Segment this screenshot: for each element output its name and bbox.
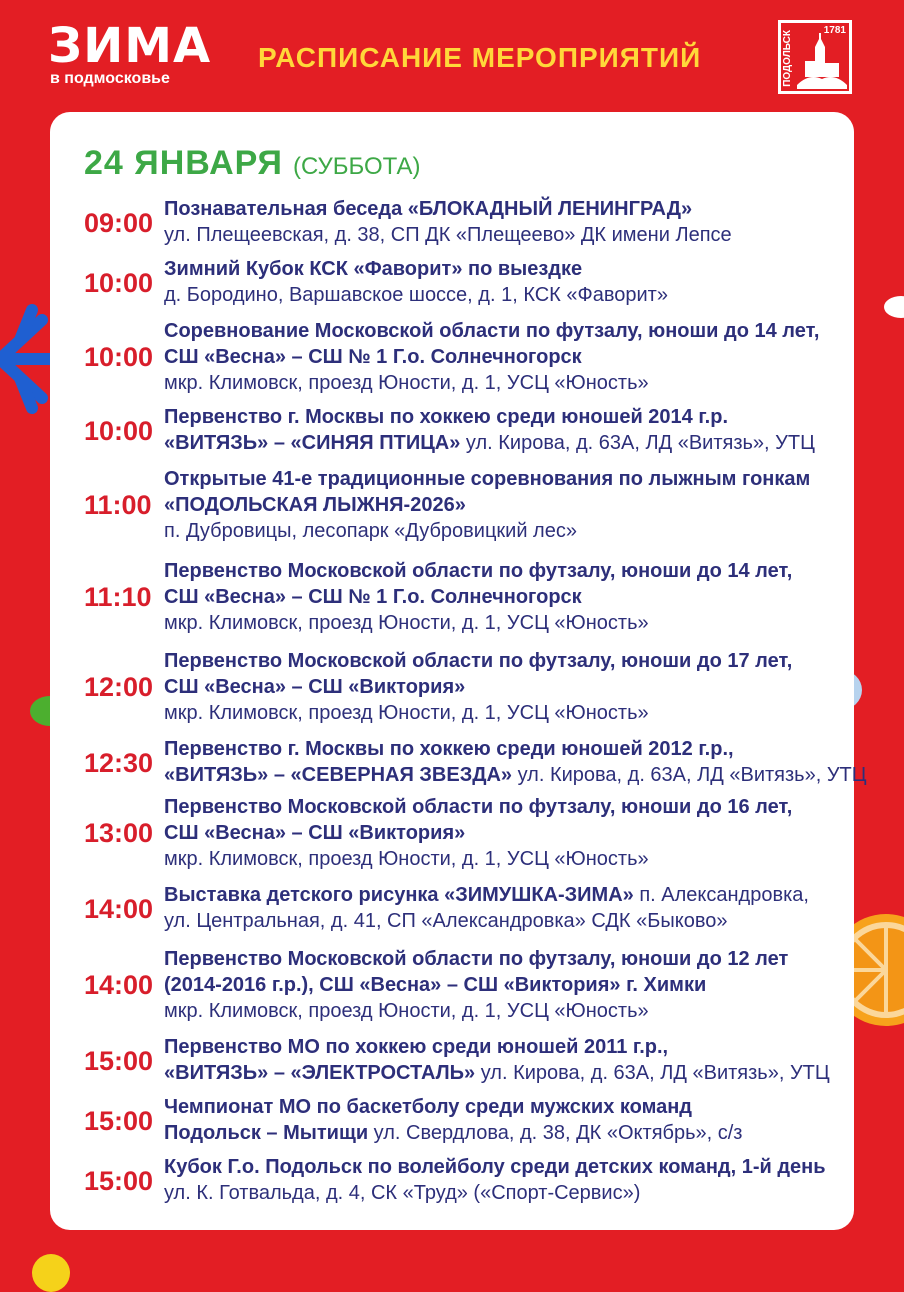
- emblem-city-name: ПОДОЛЬСК: [782, 30, 793, 87]
- event-details: [164, 648, 854, 726]
- white-drop-decoration: [884, 296, 904, 318]
- event-title: Выставка детского рисунка «ЗИМУШКА-ЗИМА»: [164, 884, 634, 906]
- event-title: Первенство г. Москвы по хоккею среди юношей 2014 г.р.: [164, 406, 729, 428]
- event-title: Первенство Московской области по футзалу, юноши до 12 лет: [164, 948, 789, 970]
- event-title: Первенство Московской области по футзалу, юноши до 16 лет,: [164, 796, 793, 818]
- event-title-line-2: «ВИТЯЗЬ» – «СИНЯЯ ПТИЦА»: [164, 432, 461, 454]
- event-time: 15:00: [84, 1046, 154, 1076]
- event-title: Чемпионат МО по баскетболу среди мужских команд: [164, 1096, 692, 1118]
- event-address: ул. Плещеевская, д. 38, СП ДК «Плещеево» ДК имени Лепсе: [164, 224, 732, 246]
- event-time: 14:00: [84, 970, 154, 1000]
- event-address: ул. Кирова, д. 63А, ЛД «Витязь», УТЦ: [475, 1062, 830, 1084]
- event-title-line-2: (2014-2016 г.р.), СШ «Весна» – СШ «Виктория» г. Химки: [164, 974, 707, 996]
- event-time: 14:00: [84, 894, 154, 924]
- schedule-date: 24 ЯНВАРЯ: [84, 144, 283, 182]
- event-title-line-2: «ВИТЯЗЬ» – «СЕВЕРНАЯ ЗВЕЗДА»: [164, 764, 513, 786]
- event-title-line-2: СШ «Весна» – СШ № 1 Г.о. Солнечногорск: [164, 586, 582, 608]
- event-address: мкр. Климовск, проезд Юности, д. 1, УСЦ «Юность»: [164, 848, 649, 870]
- event-title-line-2: «ВИТЯЗЬ» – «ЭЛЕКТРОСТАЛЬ»: [164, 1062, 476, 1084]
- event-details: [164, 558, 854, 636]
- page-title: РАСПИСАНИЕ МЕРОПРИЯТИЙ: [258, 42, 702, 73]
- event-title: Первенство Московской области по футзалу, юноши до 14 лет,: [164, 560, 793, 582]
- event-time: 12:30: [84, 748, 154, 778]
- event-address: ул. К. Готвальда, д. 4, СК «Труд» («Спорт-Сервис»): [164, 1182, 641, 1204]
- event-title-line-2: Подольск – Мытищи: [164, 1122, 369, 1144]
- event-address: мкр. Климовск, проезд Юности, д. 1, УСЦ «Юность»: [164, 702, 649, 724]
- event-title: Открытые 41-е традиционные соревнования по лыжным гонкам: [164, 468, 811, 490]
- event-title: Зимний Кубок КСК «Фаворит» по выездке: [164, 258, 583, 280]
- logo-sub-text: в подмосковье: [50, 70, 170, 87]
- event-address: ул. Свердлова, д. 38, ДК «Октябрь», с/з: [368, 1122, 743, 1144]
- event-address-line-1: п. Александровка,: [633, 884, 809, 906]
- event-time: 13:00: [84, 818, 154, 848]
- event-details: [164, 882, 854, 934]
- logo-main-text: ЗИМА: [48, 18, 212, 74]
- event-details: [164, 946, 854, 1024]
- event-title: Познавательная беседа «БЛОКАДНЫЙ ЛЕНИНГРАД»: [164, 198, 693, 220]
- event-details: [164, 318, 854, 396]
- emblem-year: 1781: [823, 25, 846, 36]
- event-details: [164, 794, 854, 872]
- event-time: 15:00: [84, 1106, 154, 1136]
- yellow-dot-decoration: [32, 1254, 70, 1292]
- event-time: 10:00: [84, 268, 154, 298]
- event-title: Первенство МО по хоккею среди юношей 2011 г.р.,: [164, 1036, 669, 1058]
- event-time: 15:00: [84, 1166, 154, 1196]
- event-details: [164, 404, 854, 456]
- event-address: мкр. Климовск, проезд Юности, д. 1, УСЦ «Юность»: [164, 372, 649, 394]
- event-details: [164, 466, 854, 544]
- schedule-card: [50, 112, 867, 1230]
- event-details: [164, 256, 854, 308]
- event-time: 12:00: [84, 672, 154, 702]
- podolsk-emblem: [778, 20, 852, 94]
- event-title: Первенство г. Москвы по хоккею среди юношей 2012 г.р.,: [164, 738, 734, 760]
- header: [0, 0, 904, 110]
- event-address: мкр. Климовск, проезд Юности, д. 1, УСЦ «Юность»: [164, 612, 649, 634]
- event-details: [164, 196, 854, 248]
- schedule-weekday: (СУББОТА): [292, 153, 421, 180]
- event-title: Кубок Г.о. Подольск по волейболу среди детских команд, 1-й день: [164, 1156, 826, 1178]
- event-details: [164, 1154, 854, 1206]
- event-title-line-2: СШ «Весна» – СШ «Виктория»: [164, 676, 466, 698]
- event-details: [164, 1034, 854, 1086]
- event-time: 11:00: [84, 490, 152, 520]
- event-title-line-2: СШ «Весна» – СШ «Виктория»: [164, 822, 466, 844]
- church-icon: [797, 33, 847, 89]
- event-time: 10:00: [84, 416, 154, 446]
- event-time: 11:10: [84, 582, 152, 612]
- event-title-line-2: «ПОДОЛЬСКАЯ ЛЫЖНЯ-2026»: [164, 494, 466, 516]
- event-title: Первенство Московской области по футзалу, юноши до 17 лет,: [164, 650, 793, 672]
- event-title-line-2: СШ «Весна» – СШ № 1 Г.о. Солнечногорск: [164, 346, 582, 368]
- event-details: [164, 1094, 854, 1146]
- event-details: [164, 736, 867, 788]
- event-time: 09:00: [84, 208, 154, 238]
- event-address: д. Бородино, Варшавское шоссе, д. 1, КСК «Фаворит»: [164, 284, 668, 306]
- event-address: ул. Центральная, д. 41, СП «Александровка» СДК «Быково»: [164, 910, 728, 932]
- zima-logo: [48, 18, 212, 88]
- schedule-date-heading: [84, 144, 421, 183]
- event-address: ул. Кирова, д. 63А, ЛД «Витязь», УТЦ: [512, 764, 867, 786]
- event-title: Соревнование Московской области по футзалу, юноши до 14 лет,: [164, 320, 820, 342]
- event-address: мкр. Климовск, проезд Юности, д. 1, УСЦ «Юность»: [164, 1000, 649, 1022]
- event-address: ул. Кирова, д. 63А, ЛД «Витязь», УТЦ: [460, 432, 815, 454]
- event-time: 10:00: [84, 342, 154, 372]
- event-address: п. Дубровицы, лесопарк «Дубровицкий лес»: [164, 520, 577, 542]
